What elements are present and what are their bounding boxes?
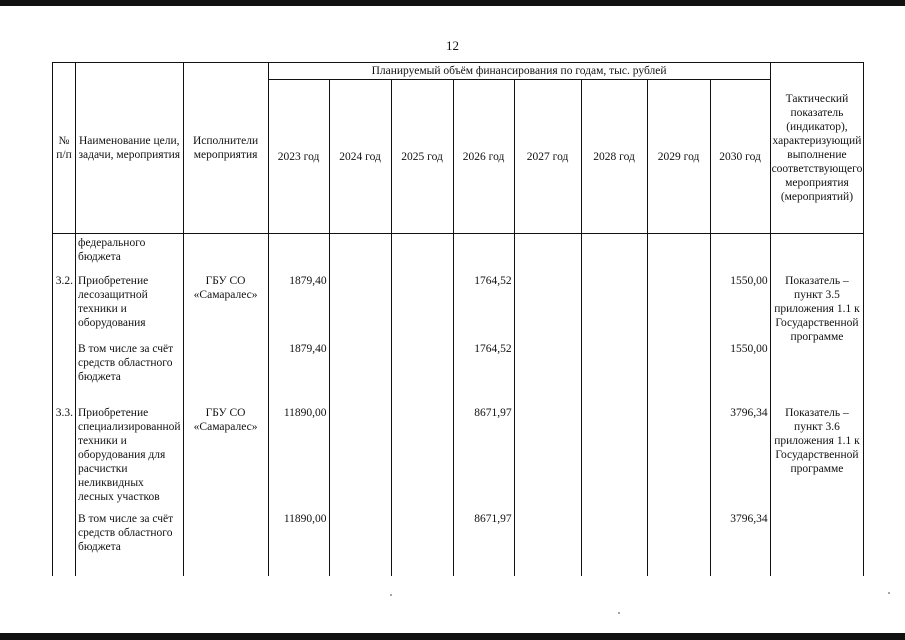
table-row bbox=[53, 402, 864, 512]
sub-cell-2026: 8671,97 bbox=[453, 512, 514, 576]
cell-2023: 1879,40 bbox=[268, 270, 329, 342]
cell-2030: 3796,34 bbox=[710, 402, 770, 512]
header-year-2025: 2025 год bbox=[391, 80, 453, 234]
subrow-name: В том числе за счёт средств областного бюджета bbox=[76, 512, 184, 576]
row-executor: ГБУ СО «Самаралес» bbox=[183, 270, 268, 342]
header-name: Наименование цели, задачи, мероприятия bbox=[76, 63, 184, 234]
header-year-2026: 2026 год bbox=[453, 80, 514, 234]
row-executor: ГБУ СО «Самаралес» bbox=[183, 402, 268, 512]
header-num: № п/п bbox=[53, 63, 76, 234]
cell-2026: 1764,52 bbox=[453, 270, 514, 342]
cell-2030: 1550,00 bbox=[710, 270, 770, 342]
header-funding-group: Планируемый объём финансирования по годам, тыс. рублей bbox=[268, 63, 770, 80]
header-year-2029: 2029 год bbox=[647, 80, 710, 234]
bottom-border-bar bbox=[0, 633, 905, 640]
top-border-bar bbox=[0, 0, 905, 6]
table-row-subtotal bbox=[53, 512, 864, 576]
row-num: 3.2. bbox=[53, 270, 76, 342]
table-row-continuation bbox=[53, 234, 864, 271]
header-year-2028: 2028 год bbox=[581, 80, 647, 234]
sub-cell-2030: 1550,00 bbox=[710, 342, 770, 402]
header-year-2024: 2024 год bbox=[329, 80, 391, 234]
table-row-subtotal bbox=[53, 342, 864, 402]
sub-cell-2030: 3796,34 bbox=[710, 512, 770, 576]
row-indicator: Показатель – пункт 3.5 приложения 1.1 к Государственной программе bbox=[770, 270, 864, 402]
header-executors: Исполнители мероприятия bbox=[183, 63, 268, 234]
funding-table bbox=[52, 62, 864, 576]
scan-speck bbox=[390, 594, 392, 596]
scan-speck bbox=[888, 592, 890, 594]
sub-cell-2023: 11890,00 bbox=[268, 512, 329, 576]
row-num: 3.3. bbox=[53, 402, 76, 512]
header-indicator: Тактический показатель (индикатор), характеризующий выполнение соответствующего мероприятия (мероприятий) bbox=[770, 63, 864, 234]
cell-2023: 11890,00 bbox=[268, 402, 329, 512]
sub-cell-2026: 1764,52 bbox=[453, 342, 514, 402]
subrow-name: В том числе за счёт средств областного бюджета bbox=[76, 342, 184, 402]
row-name: Приобретение лесозащитной техники и оборудования bbox=[76, 270, 184, 342]
header-year-2027: 2027 год bbox=[514, 80, 581, 234]
sub-cell-2023: 1879,40 bbox=[268, 342, 329, 402]
scan-speck bbox=[618, 612, 620, 614]
row-indicator: Показатель – пункт 3.6 приложения 1.1 к Государственной программе bbox=[770, 402, 864, 576]
header-year-2030: 2030 год bbox=[710, 80, 770, 234]
row-name: Приобретение специализированной техники и оборудования для расчистки неликвидных лесных участков bbox=[76, 402, 184, 512]
header-year-2023: 2023 год bbox=[268, 80, 329, 234]
continuation-name: федерального бюджета bbox=[76, 234, 184, 271]
table-row bbox=[53, 270, 864, 342]
page-number: 12 bbox=[446, 38, 459, 53]
cell-2026: 8671,97 bbox=[453, 402, 514, 512]
